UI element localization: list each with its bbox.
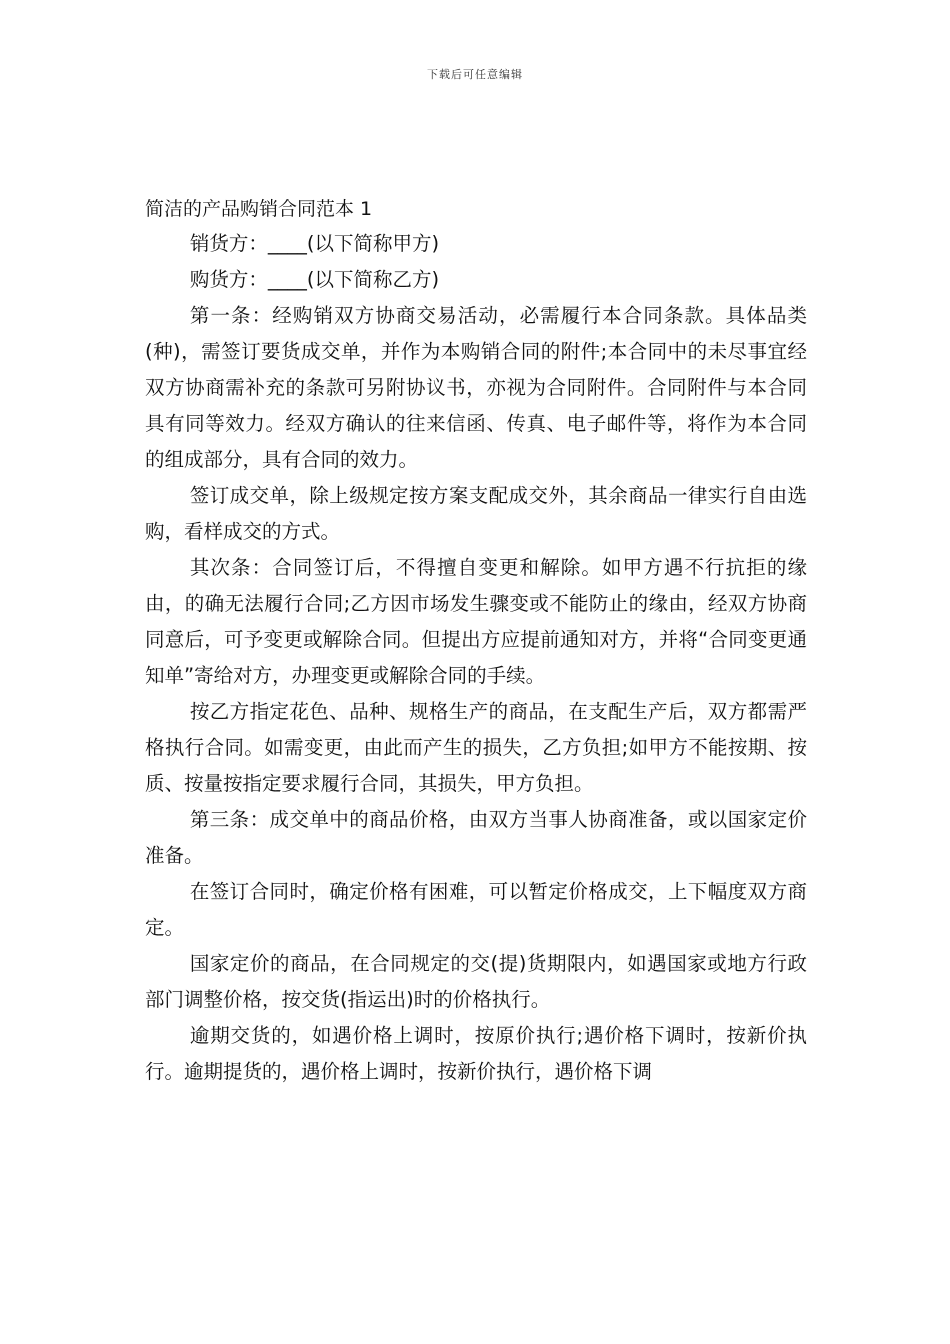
document-title: 简洁的产品购销合同范本 1 [145,198,373,220]
custom-production-paragraph: 按乙方指定花色、品种、规格生产的商品，在支配生产后，双方都需严格执行合同。如需变更，由此而产生的损失，乙方负担;如甲方不能按期、按质、按量按指定要求履行合同，其损失，甲方负担。 [145,700,807,795]
order-form-paragraph: 签订成交单，除上级规定按方案支配成交外，其余商品一律实行自由选购，看样成交的方式。 [145,484,807,543]
party-seller-line: 销货方：____(以下简称甲方) [189,232,440,255]
header-note: 下载后可任意编辑 [427,68,523,81]
article-2-paragraph: 其次条：合同签订后，不得擅自变更和解除。如甲方遇不行抗拒的缘由，的确无法履行合同;乙方因市场发生骤变或不能防止的缘由，经双方协商同意后，可予变更或解除合同。但提出方应提前通知对方，并将“合同变更通知单”寄给对方，办理变更或解除合同的手续。 [145,556,807,687]
article-1-paragraph: 第一条：经购销双方协商交易活动，必需履行本合同条款。具体品类(种)，需签订要货成交单，并作为本购销合同的附件;本合同中的未尽事宜经双方协商需补充的条款可另附协议书，亦视为合同附件。合同附件与本合同具有同等效力。经双方确认的往来信函、传真、电子邮件等，将作为本合同的组成部分，具有合同的效力。 [145,304,807,471]
state-price-paragraph: 国家定价的商品，在合同规定的交(提)货期限内，如遇国家或地方行政部门调整价格，按交货(指运出)时的价格执行。 [145,952,807,1011]
article-3-paragraph: 第三条：成交单中的商品价格，由双方当事人协商准备，或以国家定价准备。 [145,808,807,867]
overdue-price-paragraph: 逾期交货的，如遇价格上调时，按原价执行;遇价格下调时，按新价执行。逾期提货的，遇价格上调时，按新价执行，遇价格下调 [145,1024,807,1083]
party-buyer-line: 购货方：____(以下简称乙方) [189,268,440,291]
document-body [145,192,807,1090]
tentative-price-paragraph: 在签订合同时，确定价格有困难，可以暂定价格成交，上下幅度双方商定。 [145,880,807,939]
